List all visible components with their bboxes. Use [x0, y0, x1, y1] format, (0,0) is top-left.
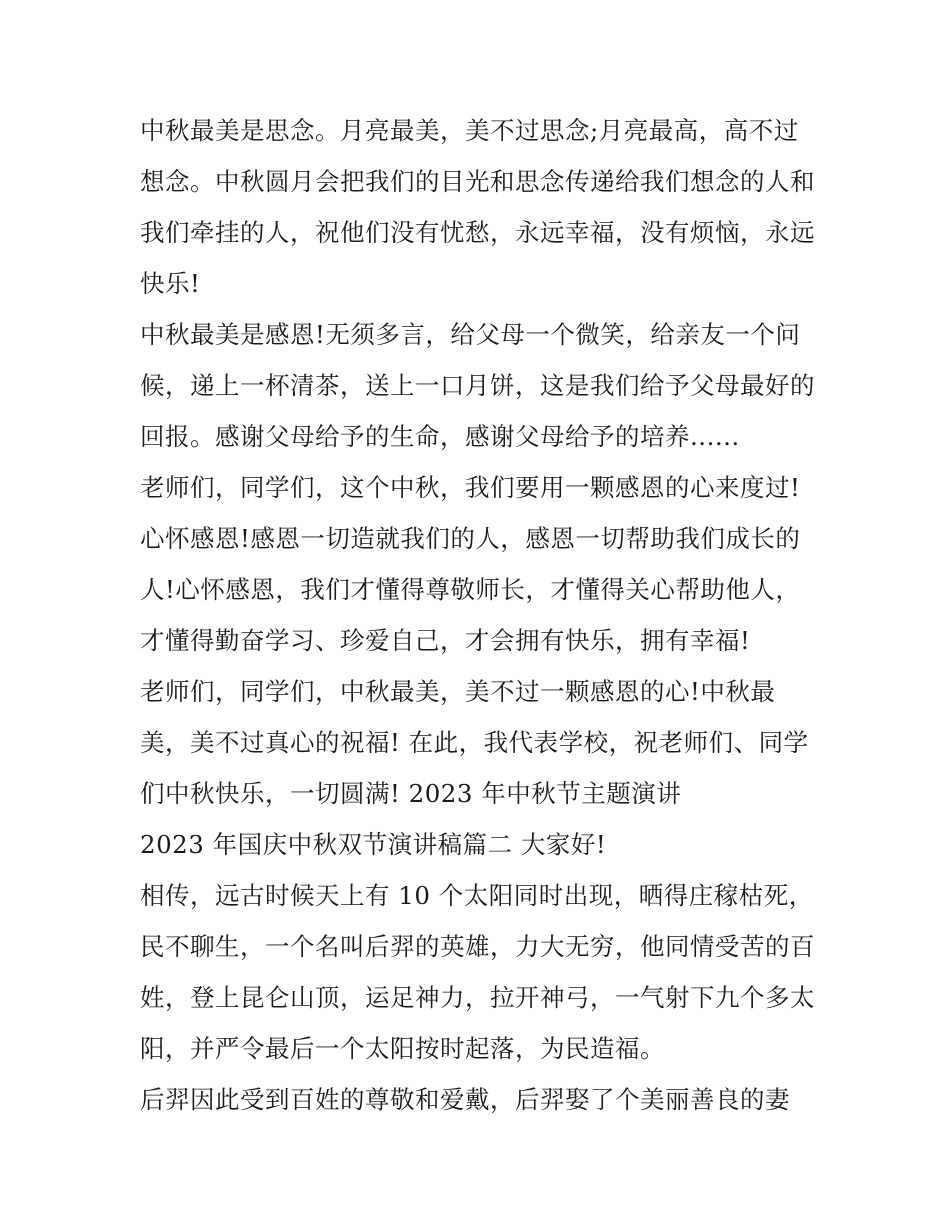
text-line: 老师们，同学们，中秋最美，美不过一颗感恩的心!中秋最	[140, 677, 776, 706]
text-line: 快乐!	[140, 269, 201, 298]
text-line: 人!心怀感恩，我们才懂得尊敬师长，才懂得关心帮助他人，	[140, 575, 801, 604]
text-line: 想念。中秋圆月会把我们的目光和思念传递给我们想念的人和	[140, 167, 815, 196]
text-line: 们中秋快乐，一切圆满! 2023 年中秋节主题演讲	[140, 779, 682, 808]
text-line: 中秋最美是思念。月亮最美，美不过思念;月亮最高，高不过	[140, 116, 799, 145]
text-line: 美，美不过真心的祝福! 在此，我代表学校，祝老师们、同学	[140, 728, 809, 757]
text-line: 2023 年国庆中秋双节演讲稿篇二 大家好!	[140, 830, 607, 859]
text-line: 姓，登上昆仑山顶，运足神力，拉开神弓，一气射下九个多太	[140, 983, 815, 1012]
text-line: 才懂得勤奋学习、珍爱自己，才会拥有快乐，拥有幸福!	[140, 626, 751, 655]
text-line: 中秋最美是感恩!无须多言，给父母一个微笑，给亲友一个问	[140, 320, 801, 349]
text-line: 候，递上一杯清茶，送上一口月饼，这是我们给予父母最好的	[140, 371, 815, 400]
text-line: 回报。感谢父母给予的生命，感谢父母给予的培养......	[140, 422, 740, 451]
text-line: 相传，远古时候天上有 10 个太阳同时出现，晒得庄稼枯死，	[140, 881, 814, 910]
text-line: 后羿因此受到百姓的尊敬和爱戴，后羿娶了个美丽善良的妻	[140, 1085, 790, 1114]
text-line: 阳，并严令最后一个太阳按时起落，为民造福。	[140, 1034, 665, 1063]
text-line: 心怀感恩!感恩一切造就我们的人，感恩一切帮助我们成长的	[140, 524, 801, 553]
text-line: 民不聊生，一个名叫后羿的英雄，力大无穷，他同情受苦的百	[140, 932, 815, 961]
body-text	[140, 105, 820, 1125]
text-line: 我们牵挂的人，祝他们没有忧愁，永远幸福，没有烦恼，永远	[140, 218, 815, 247]
text-line: 老师们，同学们，这个中秋，我们要用一颗感恩的心来度过!	[140, 473, 801, 502]
